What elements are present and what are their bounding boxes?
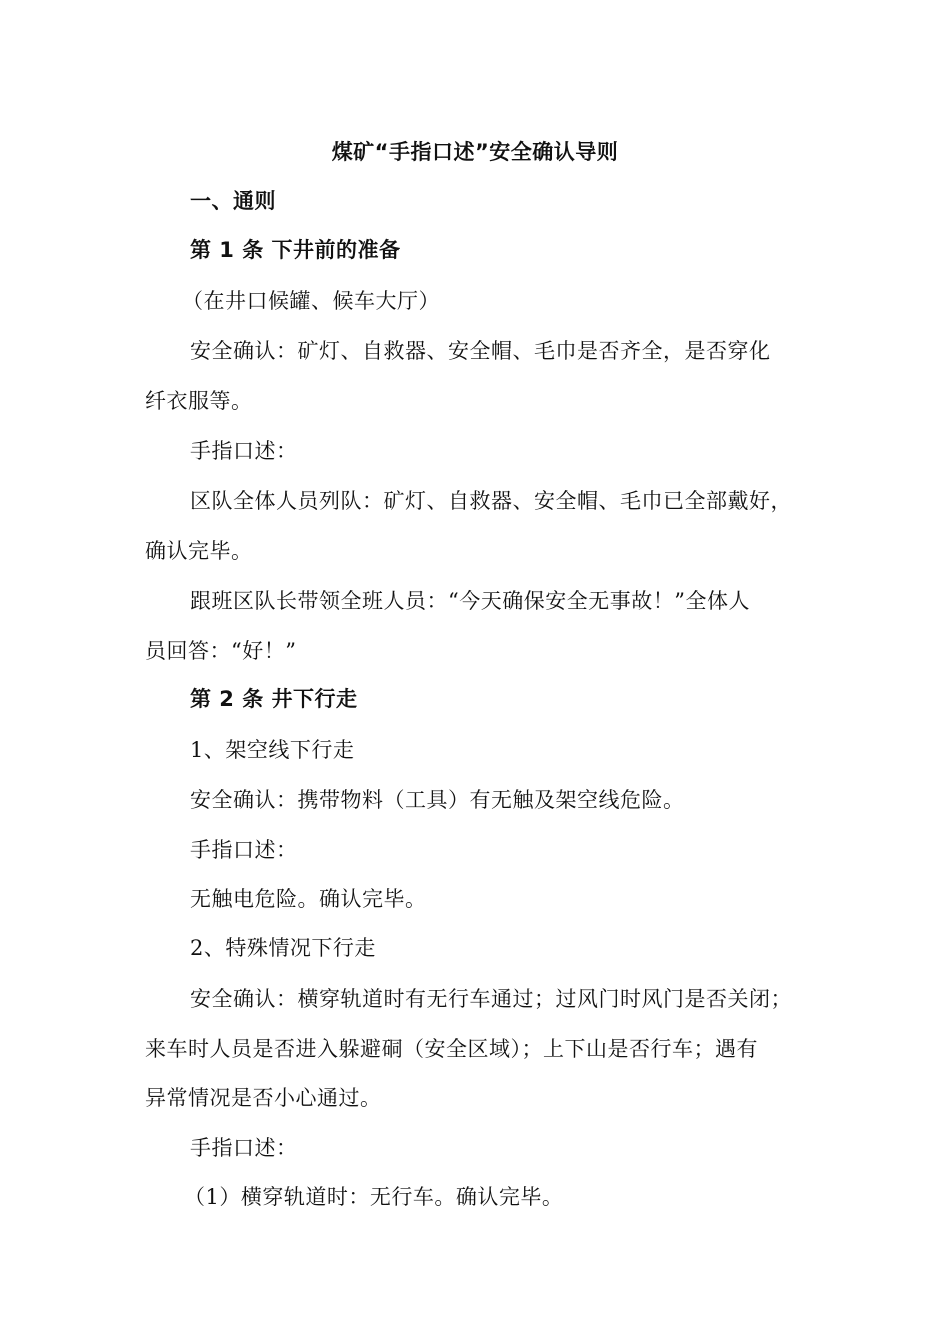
article-1-heading: 第 1 条 下井前的准备 bbox=[190, 238, 401, 262]
article-1-leader-line-2: 员回答：“好！” bbox=[145, 639, 297, 663]
article-2-item-2-confirm-line-3: 异常情况是否小心通过。 bbox=[145, 1086, 382, 1110]
article-2-item-1-oral-label: 手指口述： bbox=[190, 838, 298, 862]
article-1-confirm-line-1: 安全确认：矿灯、自救器、安全帽、毛巾是否齐全，是否穿化 bbox=[190, 339, 771, 363]
article-2-item-2-confirm-line-1: 安全确认：横穿轨道时有无行车通过；过风门时风门是否关闭； bbox=[190, 987, 792, 1011]
article-2-item-2-oral-label: 手指口述： bbox=[190, 1136, 298, 1160]
document-title: 煤矿“手指口述”安全确认导则 bbox=[331, 140, 619, 164]
article-2-item-1-oral: 无触电危险。确认完毕。 bbox=[190, 887, 427, 911]
article-1-oral-line-1: 区队全体人员列队：矿灯、自救器、安全帽、毛巾已全部戴好， bbox=[190, 489, 792, 513]
article-1-oral-line-2: 确认完毕。 bbox=[145, 539, 253, 563]
article-1-oral-label: 手指口述： bbox=[190, 439, 298, 463]
section-heading-general: 一、通则 bbox=[190, 189, 276, 213]
article-2-item-2-title: 2、特殊情况下行走 bbox=[190, 936, 376, 960]
article-2-item-2-oral-1: （1）横穿轨道时：无行车。确认完毕。 bbox=[184, 1185, 564, 1209]
article-2-item-1-title: 1、架空线下行走 bbox=[190, 738, 355, 762]
article-1-leader-line-1: 跟班区队长带领全班人员：“今天确保安全无事故！”全体人 bbox=[190, 589, 750, 613]
article-2-heading: 第 2 条 井下行走 bbox=[190, 687, 358, 711]
article-2-item-1-confirm: 安全确认：携带物料（工具）有无触及架空线危险。 bbox=[190, 788, 685, 812]
article-1-confirm-line-2: 纤衣服等。 bbox=[145, 389, 253, 413]
article-1-location: （在井口候罐、候车大厅） bbox=[182, 289, 440, 313]
article-2-item-2-confirm-line-2: 来车时人员是否进入躲避硐（安全区域）；上下山是否行车；遇有 bbox=[145, 1037, 758, 1061]
